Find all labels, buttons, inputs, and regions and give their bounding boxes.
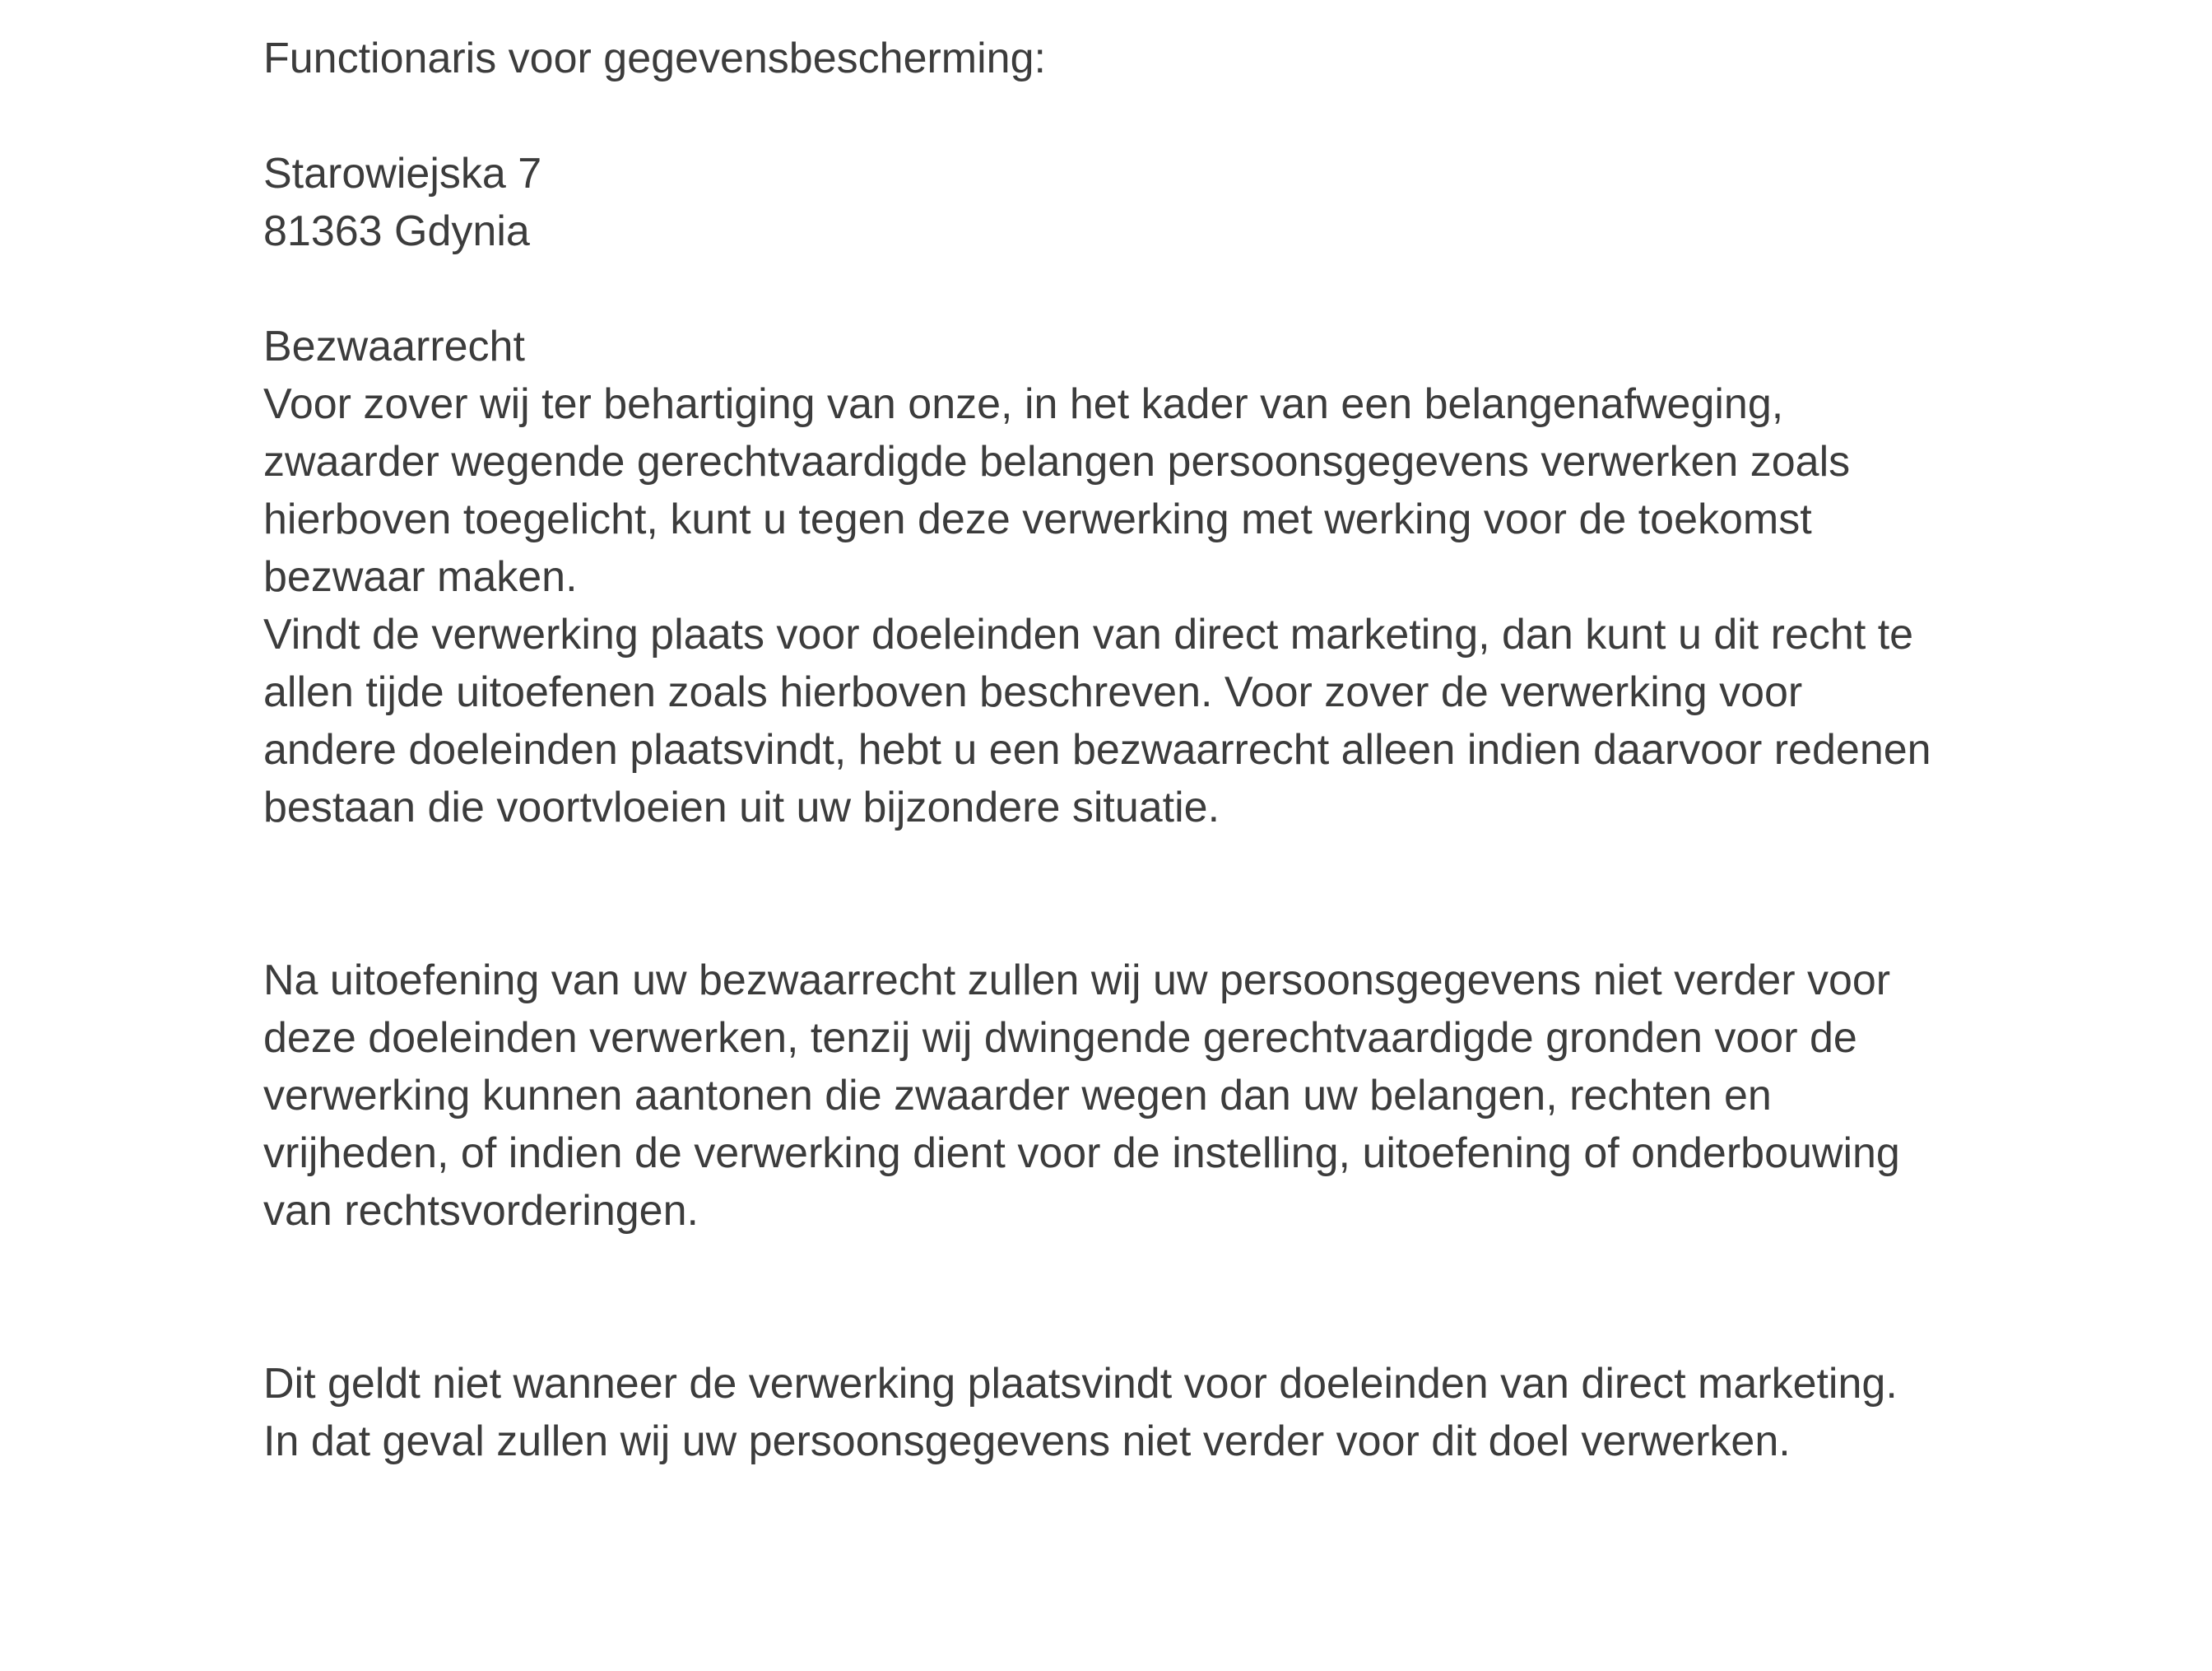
paragraph-line: zwaarder wegende gerechtvaardigde belangen persoonsgegevens verwerken zoals [263, 438, 1851, 486]
paragraph-line: vrijheden, of indien de verwerking dient voor de instelling, uitoefening of onderbouwing [263, 1129, 1900, 1177]
paragraph-line: Vindt de verwerking plaats voor doeleinden van direct marketing, dan kunt u dit recht te [263, 611, 1914, 659]
paragraph-line: deze doeleinden verwerken, tenzij wij dwingende gerechtvaardigde gronden voor de [263, 1014, 1857, 1062]
spacer [263, 836, 2024, 952]
paragraph [263, 952, 2024, 1240]
paragraph-line: van rechtsvorderingen. [263, 1187, 699, 1235]
paragraph-line: verwerking kunnen aantonen die zwaarder wegen dan uw belangen, rechten en [263, 1072, 1772, 1119]
dpo-heading: Functionaris voor gegevensbescherming: [263, 35, 1046, 82]
paragraph-line: hierboven toegelicht, kunt u tegen deze verwerking met werking voor de toekomst [263, 496, 1812, 543]
section-heading: Bezwaarrecht [263, 323, 525, 370]
spacer [263, 260, 2024, 318]
paragraph-line: In dat geval zullen wij uw persoonsgegevens niet verder voor dit doel verwerken. [263, 1417, 1791, 1465]
paragraph-line: Voor zover wij ter behartiging van onze, in het kader van een belangenafweging, [263, 380, 1784, 428]
paragraph [263, 606, 2024, 836]
paragraph [263, 375, 2024, 606]
address-street: Starowiejska 7 [263, 150, 542, 198]
address-city: 81363 Gdynia [263, 207, 530, 255]
spacer [263, 1240, 2024, 1355]
document-body [263, 30, 2024, 1470]
paragraph-line: Na uitoefening van uw bezwaarrecht zullen wij uw persoonsgegevens niet verder voor [263, 957, 1891, 1004]
paragraph-line: andere doeleinden plaatsvindt, hebt u een bezwaarrecht alleen indien daarvoor redenen [263, 726, 1931, 774]
paragraph-line: bestaan die voortvloeien uit uw bijzondere situatie. [263, 784, 1220, 831]
spacer [263, 87, 2024, 145]
paragraph-line: Dit geldt niet wanneer de verwerking plaatsvindt voor doeleinden van direct marketing. [263, 1360, 1898, 1408]
paragraph-line: bezwaar maken. [263, 553, 578, 601]
dpo-section [263, 30, 2024, 260]
paragraph [263, 1355, 2024, 1470]
paragraph-line: allen tijde uitoefenen zoals hierboven beschreven. Voor zover de verwerking voor [263, 668, 1803, 716]
objection-section [263, 318, 2024, 1470]
